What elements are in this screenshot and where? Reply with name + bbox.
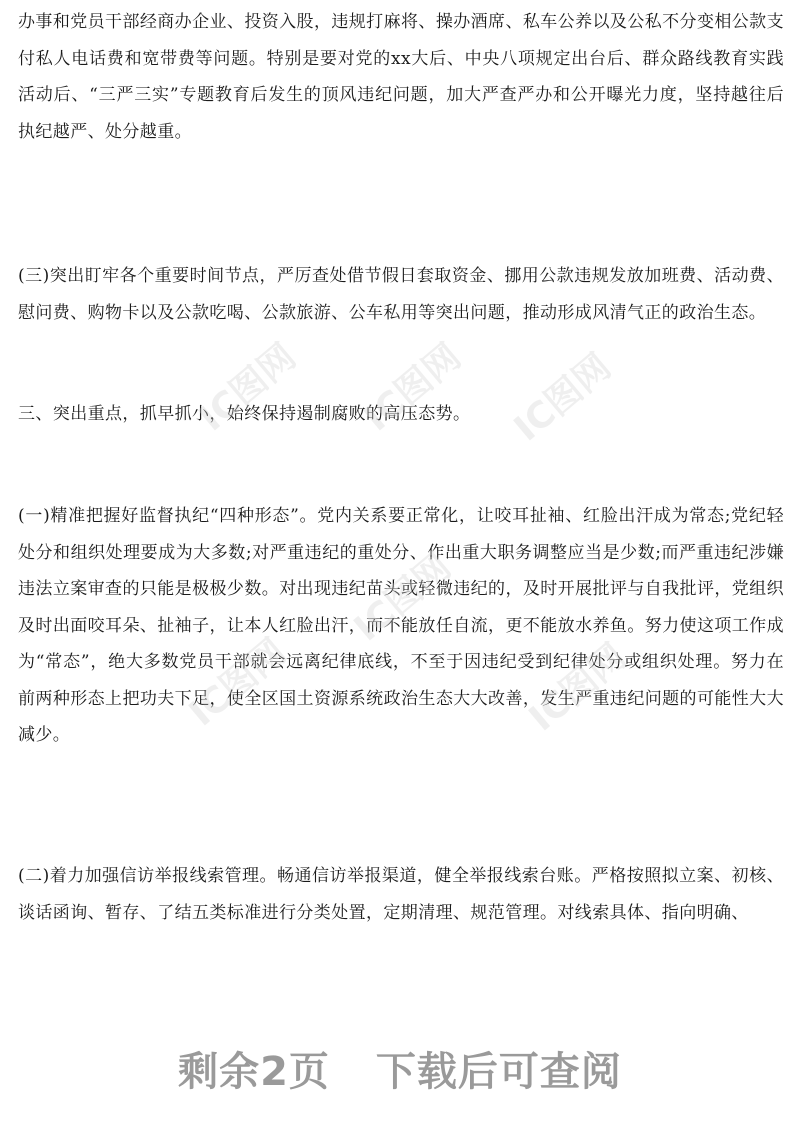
paragraph-petition-management: (二)着力加强信访举报线索管理。畅通信访举报渠道，健全举报线索台账。严格按照拟立案、初核、谈话函询、暂存、了结五类标准进行分类处置，定期清理、规范管理。对线索具体、指向明确、 [18, 866, 784, 923]
watermark-logo: IC图网 [521, 636, 634, 740]
remaining-pages-label: 剩余2页 [178, 1049, 330, 1095]
paragraph-section-three-item: (三)突出盯牢各个重要时间节点，严厉查处借节假日套取资金、挪用公款违规发放加班费、活动费、慰问费、购物卡以及公款吃喝、公款旅游、公车私用等突出问题，推动形成风清气正的政治生态。 [18, 266, 784, 323]
watermark-logo: IC图网 [181, 631, 294, 735]
paragraph-four-forms: (一)精准把握好监督执纪“四种形态”。党内关系要正常化，让咬耳扯袖、红脸出汗成为常态;党纪轻处分和组织处理要成为大多数;对严重违纪的重处分、作出重大职务调整应当是少数;而严重违纪涉嫌违法立案审查的只能是极极少数。对出现违纪苗头或轻微违纪的，及时开展批评与自我批评，党组织及时出面咬耳朵、扯袖子，让本人红脸出汗，而不能放任自流，更不能放水养鱼。努力使这项工作成为“常态”，绝大多数党员干部就会远离纪律底线，不至于因违纪受到纪律处分或组织处理。努力在前两种形态上把功夫下足，使全区国土资源系统政治生态大大改善，发生严重违纪问题的可能性大大减少。 [18, 506, 784, 745]
watermark-logo: IC图网 [346, 546, 459, 650]
download-to-view-label: 下载后可查阅 [375, 1049, 622, 1095]
watermark-logo: IC图网 [506, 346, 619, 450]
paragraph-intro-continued: 办事和党员干部经商办企业、投资入股，违规打麻将、操办酒席、私车公养以及公私不分变相公款支付私人电话费和宽带费等问题。特别是要对党的xx大后、中央八项规定出台后、群众路线教育实践活动后、“三严三实”专题教育后发生的顶风违纪问题，加大严查严办和公开曝光力度，坚持越往后执纪越严、处分越重。 [18, 12, 784, 142]
watermark-logo: IC图网 [356, 336, 469, 440]
section-heading-three: 三、突出重点，抓早抓小，始终保持遏制腐败的高压态势。 [18, 404, 471, 424]
watermark-logo: IC图网 [191, 336, 304, 440]
download-prompt-banner[interactable] [0, 1040, 800, 1097]
